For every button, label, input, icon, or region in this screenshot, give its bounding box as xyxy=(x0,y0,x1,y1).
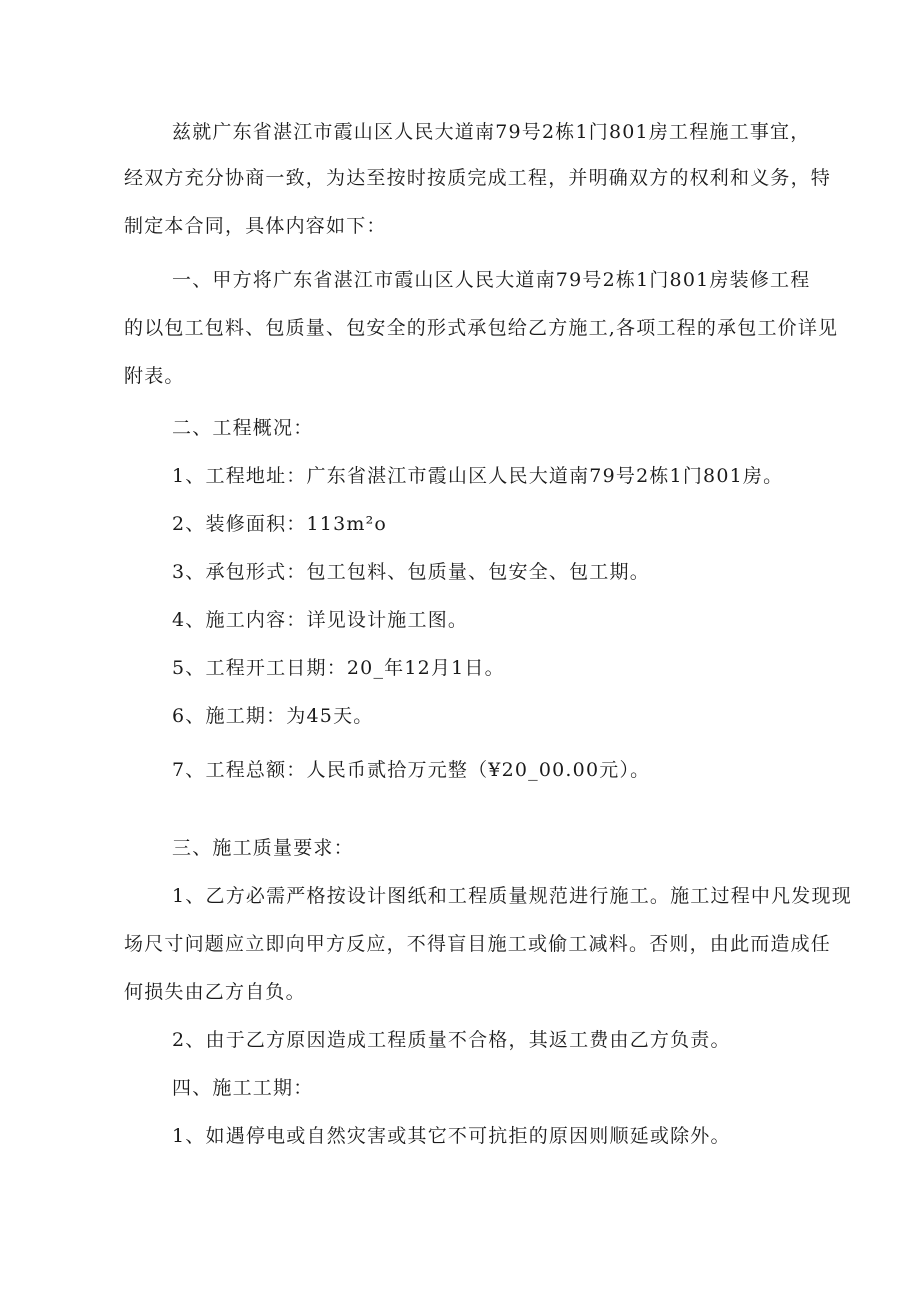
section2-item-5: 5、工程开工日期：20_年12月1日。 xyxy=(172,657,505,679)
section4-title: 四、施工工期： xyxy=(172,1077,314,1099)
section1-line-1: 一、甲方将广东省湛江市霞山区人民大道南79号2栋1门801房装修工程 xyxy=(172,269,811,291)
section1-line-3: 附表。 xyxy=(124,365,185,387)
section4-item1: 1、如遇停电或自然灾害或其它不可抗拒的原因则顺延或除外。 xyxy=(172,1125,731,1147)
section2-title: 二、工程概况： xyxy=(172,417,314,439)
section2-item-7: 7、工程总额：人民币贰拾万元整（¥20_00.00元）。 xyxy=(172,759,651,781)
intro-line-2: 经双方充分协商一致，为达至按时按质完成工程，并明确双方的权利和义务，特 xyxy=(124,167,832,189)
section2-item-1: 1、工程地址：广东省湛江市霞山区人民大道南79号2栋1门801房。 xyxy=(172,465,784,487)
section2-item-4: 4、施工内容：详见设计施工图。 xyxy=(172,609,469,631)
section3-item2: 2、由于乙方原因造成工程质量不合格，其返工费由乙方负责。 xyxy=(172,1029,731,1051)
section2-item-2: 2、装修面积：113m²o xyxy=(172,513,388,535)
section2-item-3: 3、承包形式：包工包料、包质量、包安全、包工期。 xyxy=(172,561,650,583)
intro-line-1: 兹就广东省湛江市霞山区人民大道南79号2栋1门801房工程施工事宜， xyxy=(172,121,811,143)
section3-title: 三、施工质量要求： xyxy=(172,837,354,859)
section1-line-2: 的以包工包料、包质量、包安全的形式承包给乙方施工,各项工程的承包工价详见 xyxy=(124,317,839,339)
intro-line-3: 制定本合同，具体内容如下： xyxy=(124,215,387,237)
section3-item1-line-3: 何损失由乙方自负。 xyxy=(124,981,306,1003)
section2-item-6: 6、施工期：为45天。 xyxy=(172,705,374,727)
section3-item1-line-1: 1、乙方必需严格按设计图纸和工程质量规范进行施工。施工过程中凡发现现 xyxy=(172,885,852,907)
section3-item1-line-2: 场尺寸问题应立即向甲方反应，不得盲目施工或偷工减料。否则，由此而造成任 xyxy=(124,933,832,955)
